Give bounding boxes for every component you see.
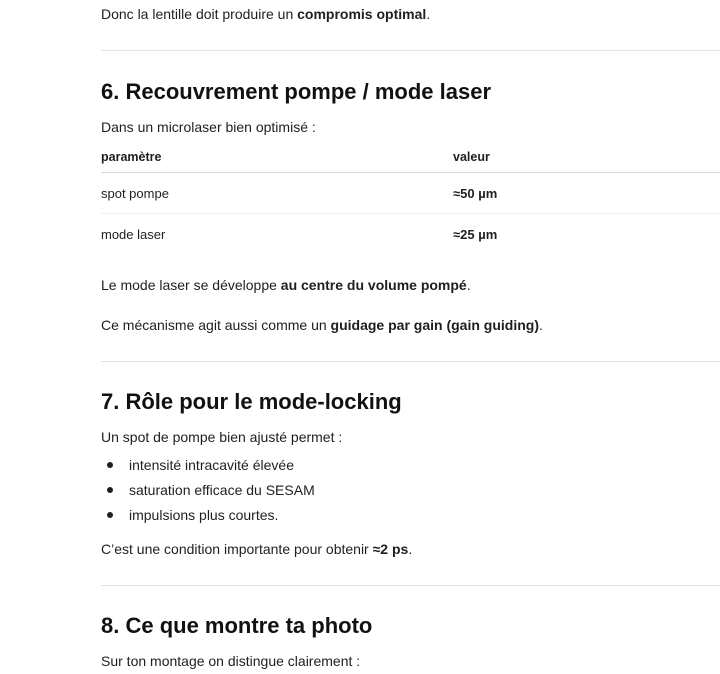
table-cell-value: ≈25 µm — [453, 226, 498, 242]
section-divider — [101, 585, 720, 586]
section-divider — [101, 50, 720, 51]
section-divider — [101, 361, 720, 362]
bullet-list — [101, 455, 315, 530]
section-7-intro: Un spot de pompe bien ajusté permet : — [101, 429, 343, 445]
section-6-paragraph-2: Ce mécanisme agit aussi comme un guidage par gain (gain guiding). — [101, 317, 543, 333]
list-item: saturation efficace du SESAM — [101, 480, 315, 505]
section-8-intro: Sur ton montage on distingue clairement : — [101, 653, 361, 669]
table-cell-value: ≈50 µm — [453, 173, 720, 214]
table-row — [101, 214, 720, 255]
column-header-value: valeur — [453, 142, 720, 173]
bullet-icon — [107, 487, 113, 493]
section-7-paragraph-1: C’est une condition importante pour obtenir ≈2 ps. — [101, 541, 413, 557]
bullet-icon — [107, 512, 113, 518]
parameter-table — [101, 142, 720, 254]
list-item: impulsions plus courtes. — [101, 505, 315, 530]
section-6-intro: Dans un microlaser bien optimisé : — [101, 119, 316, 135]
table-cell-parameter: mode laser — [101, 226, 166, 242]
column-header-parameter: paramètre — [101, 142, 453, 173]
bullet-icon — [107, 462, 113, 468]
table-cell-parameter: spot pompe — [101, 173, 453, 214]
section-6-title: 6. Recouvrement pompe / mode laser — [101, 79, 492, 104]
list-item: intensité intracavité élevée — [101, 455, 315, 480]
table-row — [101, 173, 720, 214]
section-7-title: 7. Rôle pour le mode-locking — [101, 389, 402, 414]
section-8-title: 8. Ce que montre ta photo — [101, 613, 373, 638]
intro-paragraph: Donc la lentille doit produire un compromis optimal. — [101, 6, 431, 22]
section-6-paragraph-1: Le mode laser se développe au centre du volume pompé. — [101, 277, 471, 293]
table-header-row — [101, 142, 720, 173]
